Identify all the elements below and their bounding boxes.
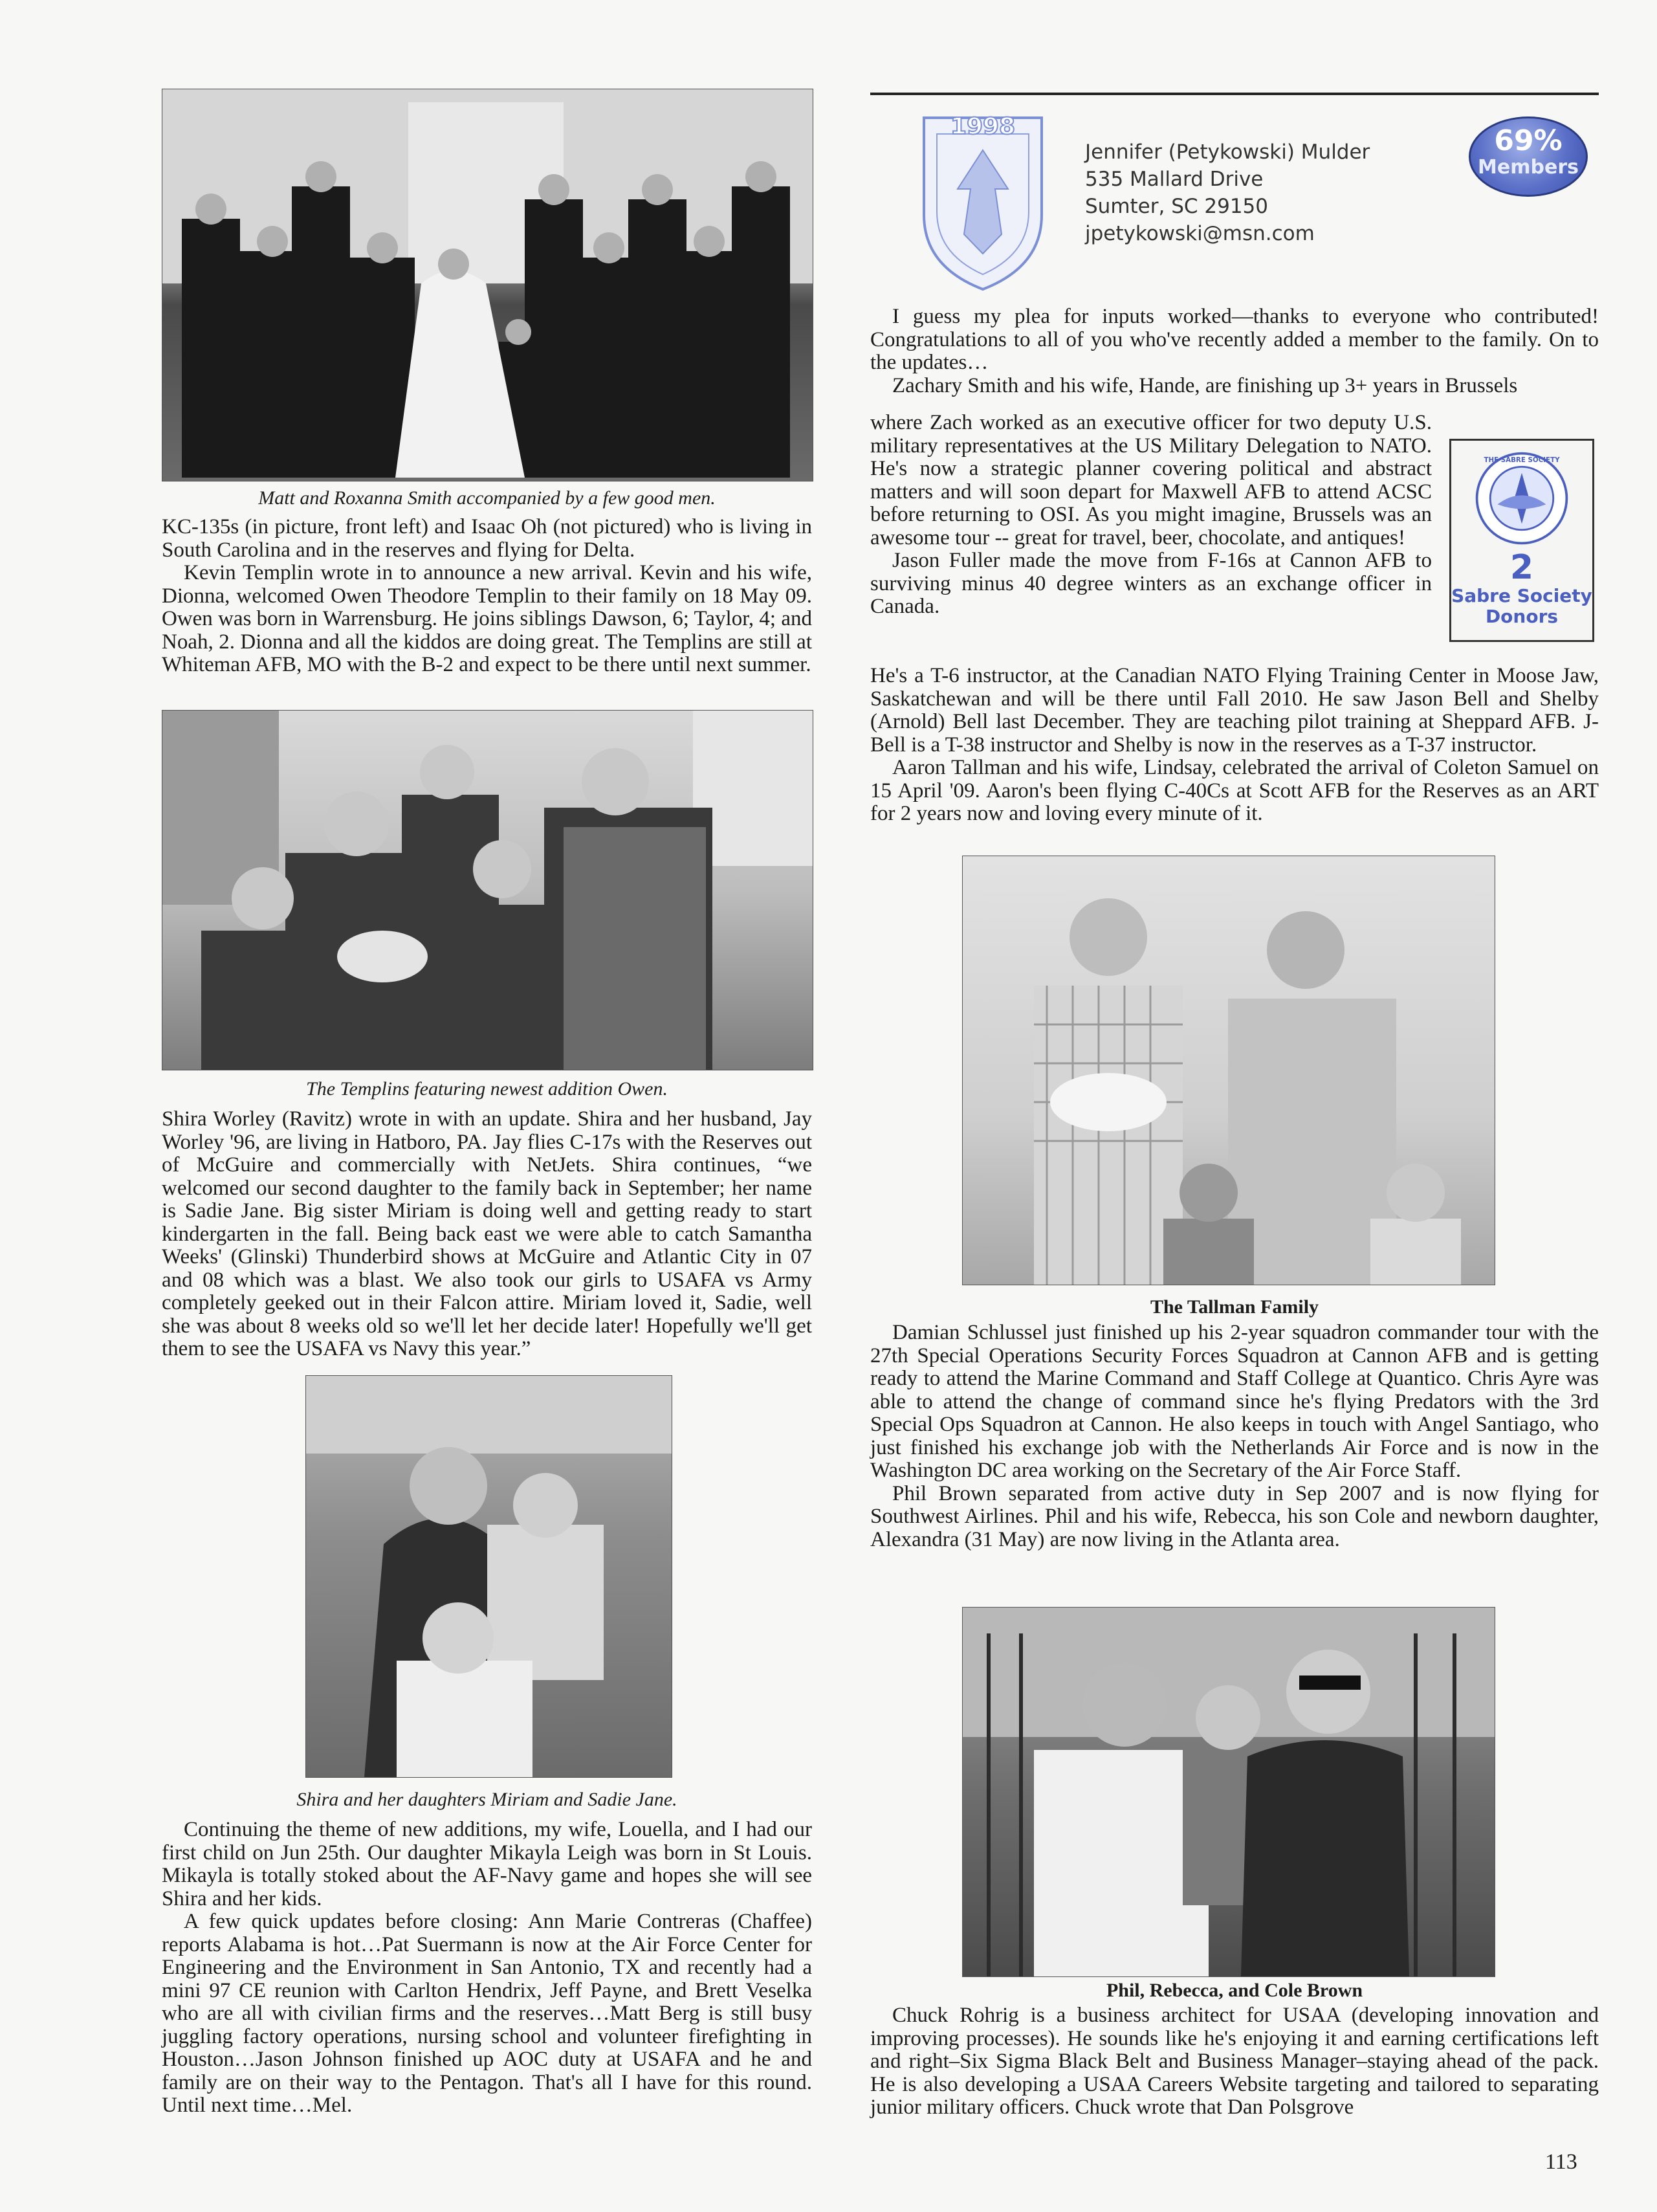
brown-photo-caption: Phil, Rebecca, and Cole Brown xyxy=(1106,1980,1363,2001)
paragraph: Continuing the theme of new additions, my wife, Louella, and I had our first child on Jun 25th. Our daughter Mikayla Leigh was born in St Louis. Mikayla is totally stoked about the AF-Navy game and hopes she will see Shira and her kids. xyxy=(162,1818,812,1910)
sabre-donor-count: 2 xyxy=(1509,548,1534,587)
templin-photo-caption: The Templins featuring newest addition Owen. xyxy=(306,1078,668,1100)
class-crest-icon xyxy=(911,105,1055,294)
paragraph: Jason Fuller made the move from F-16s at Cannon AFB to surviving minus 40 degree winters as an exchange officer in Canada. xyxy=(870,549,1432,618)
crest-year: 1998 xyxy=(950,113,1016,140)
right-text-block-1-top xyxy=(870,305,1599,397)
class-secretary-contact xyxy=(1085,138,1473,247)
shira-photo-caption: Shira and her daughters Miriam and Sadie Jane. xyxy=(296,1789,677,1810)
header-rule xyxy=(870,93,1599,95)
wedding-photo xyxy=(162,89,813,481)
sabre-label-line1: Sabre Society xyxy=(1451,585,1592,606)
right-text-block-1-narrow xyxy=(870,412,1432,619)
wedding-photo-caption: Matt and Roxanna Smith accompanied by a few good men. xyxy=(258,487,716,509)
sabre-ring-text: THE SABRE SOCIETY xyxy=(1484,456,1560,464)
left-text-block-3 xyxy=(162,1819,812,2118)
right-text-block-2 xyxy=(870,1322,1599,1551)
templin-family-photo xyxy=(162,710,813,1070)
contact-city: Sumter, SC 29150 xyxy=(1085,195,1268,218)
members-label: Members xyxy=(1478,156,1579,179)
right-text-block-1-wide xyxy=(870,665,1599,826)
contact-street: 535 Mallard Drive xyxy=(1085,168,1264,191)
paragraph: A few quick updates before closing: Ann Marie Contreras (Chaffee) reports Alabama is hot…Pat Suermann is now at the Air Force Center for Engineering and the Environment in San Antonio, TX and recently had a mini 97 CE reunion with Carlton Hendrix, Jeff Payne, and Brett Veselka who are all with civilian firms and the reserves…Matt Berg is still busy juggling factory operations, nursing school and volunteer firefighting in Houston…Jason Johnson finished up AOC duty at USAFA and he and family are on their way to the Pentagon. That's all I have for this round. Until next time…Mel. xyxy=(162,1910,812,2117)
members-percent: 69% xyxy=(1494,124,1563,157)
paragraph: Aaron Tallman and his wife, Lindsay, celebrated the arrival of Coleton Samuel on 15 April '09. Aaron's been flying C-40Cs at Scott AFB for the Reserves as an ART for 2 years now and loving every minute of it. xyxy=(870,756,1599,825)
left-text-block-1 xyxy=(162,516,812,677)
paragraph: Damian Schlussel just finished up his 2-year squadron commander tour with the 27th Special Operations Security Forces Squadron at Cannon AFB and is getting ready to attend the Marine Command and Staff College at Quantico. Chris Ayre was able to attend the change of command since he's flying Predators with the 3rd Special Ops Squadron at Cannon. He also keeps in touch with Angel Santiago, who just finished his exchange job with the Netherlands Air Force and is now in the Washington DC area working on the Secretary of the Air Force Staff. xyxy=(870,1321,1599,1482)
paragraph: Kevin Templin wrote in to announce a new arrival. Kevin and his wife, Dionna, welcomed Owen Theodore Templin to their family on 18 May 09. Owen was born in Warrensburg. He joins siblings Dawson, 6; Taylor, 4; and Noah, 2. Dionna and all the kiddos are doing great. The Templins are still at Whiteman AFB, MO with the B-2 and expect to be there until next summer. xyxy=(162,561,812,676)
shira-daughters-photo xyxy=(305,1375,672,1778)
contact-name: Jennifer (Petykowski) Mulder xyxy=(1085,140,1370,164)
members-percent-badge xyxy=(1469,116,1588,197)
tallman-photo-caption: The Tallman Family xyxy=(1150,1296,1319,1318)
paragraph: Zachary Smith and his wife, Hande, are finishing up 3+ years in Brussels xyxy=(892,373,1518,397)
sabre-society-seal-icon xyxy=(1473,450,1570,547)
paragraph: Shira Worley (Ravitz) wrote in with an update. Shira and her husband, Jay Worley '96, are living in Hatboro, PA. Jay flies C-17s with the Reserves out of McGuire and commercially with NetJets. Shira continues, “we welcomed our second daughter to the family back in September; her name is Sadie Jane. Big sister Miriam is doing well and getting ready to start kindergarten in the fall. Being back east we were able to catch Samantha Weeks' (Glinski) Thunderbird shows at McGuire and Atlantic City in 07 and 08 which was a blast. We also took our girls to USAFA vs Army completely geeked out in their Falcon attire. Miriam loved it, Sadie, well she was about 8 weeks old so we'll let her decide later! Hopefully we'll get them to see the USAFA vs Navy this year.” xyxy=(162,1107,812,1360)
paragraph: He's a T-6 instructor, at the Canadian NATO Flying Training Center in Moose Jaw, Saskatchewan and will be there until Fall 2010. He saw Jason Bell and Shelby (Arnold) Bell last December. They are teaching pilot training at Sheppard AFB. J-Bell is a T-38 instructor and Shelby is now in the reserves as a T-37 instructor. xyxy=(870,664,1599,757)
paragraph: KC-135s (in picture, front left) and Isaac Oh (not pictured) who is living in South Carolina and in the reserves and flying for Delta. xyxy=(162,515,812,562)
paragraph: where Zach worked as an executive officer for two deputy U.S. military representatives at the US Military Delegation to NATO. He's now a strategic planner covering political and abstract matters and will soon depart for Maxwell AFB to attend ACSC before returning to OSI. As you might imagine, Brussels was an awesome tour -- great for travel, beer, chocolate, and antiques! xyxy=(870,411,1432,549)
paragraph: Chuck Rohrig is a business architect for USAA (developing innovation and improving processes). He sounds like he's enjoying it and earning certifications left and right–Six Sigma Black Belt and Business Manager–staying ahead of the pack. He is also developing a USAA Careers Website targeting and tailored to separating junior military officers. Chuck wrote that Dan Polsgrove xyxy=(870,2004,1599,2119)
brown-family-photo xyxy=(962,1607,1495,1977)
sabre-society-donors-box xyxy=(1449,439,1594,642)
sabre-label-line2: Donors xyxy=(1485,606,1559,627)
page-number: 113 xyxy=(1545,2150,1577,2174)
right-text-block-3 xyxy=(870,2004,1599,2119)
left-text-block-2 xyxy=(162,1108,812,1361)
tallman-family-photo xyxy=(962,856,1495,1285)
paragraph: Phil Brown separated from active duty in Sep 2007 and is now flying for Southwest Airlines. Phil and his wife, Rebecca, his son Cole and newborn daughter, Alexandra (31 May) are now living in the Atlanta area. xyxy=(870,1481,1599,1551)
paragraph: I guess my plea for inputs worked—thanks to everyone who contributed! Congratulations to all of you who've recently added a member to the family. On to the updates… xyxy=(870,305,1599,374)
contact-email[interactable]: jpetykowski@msn.com xyxy=(1085,222,1315,245)
